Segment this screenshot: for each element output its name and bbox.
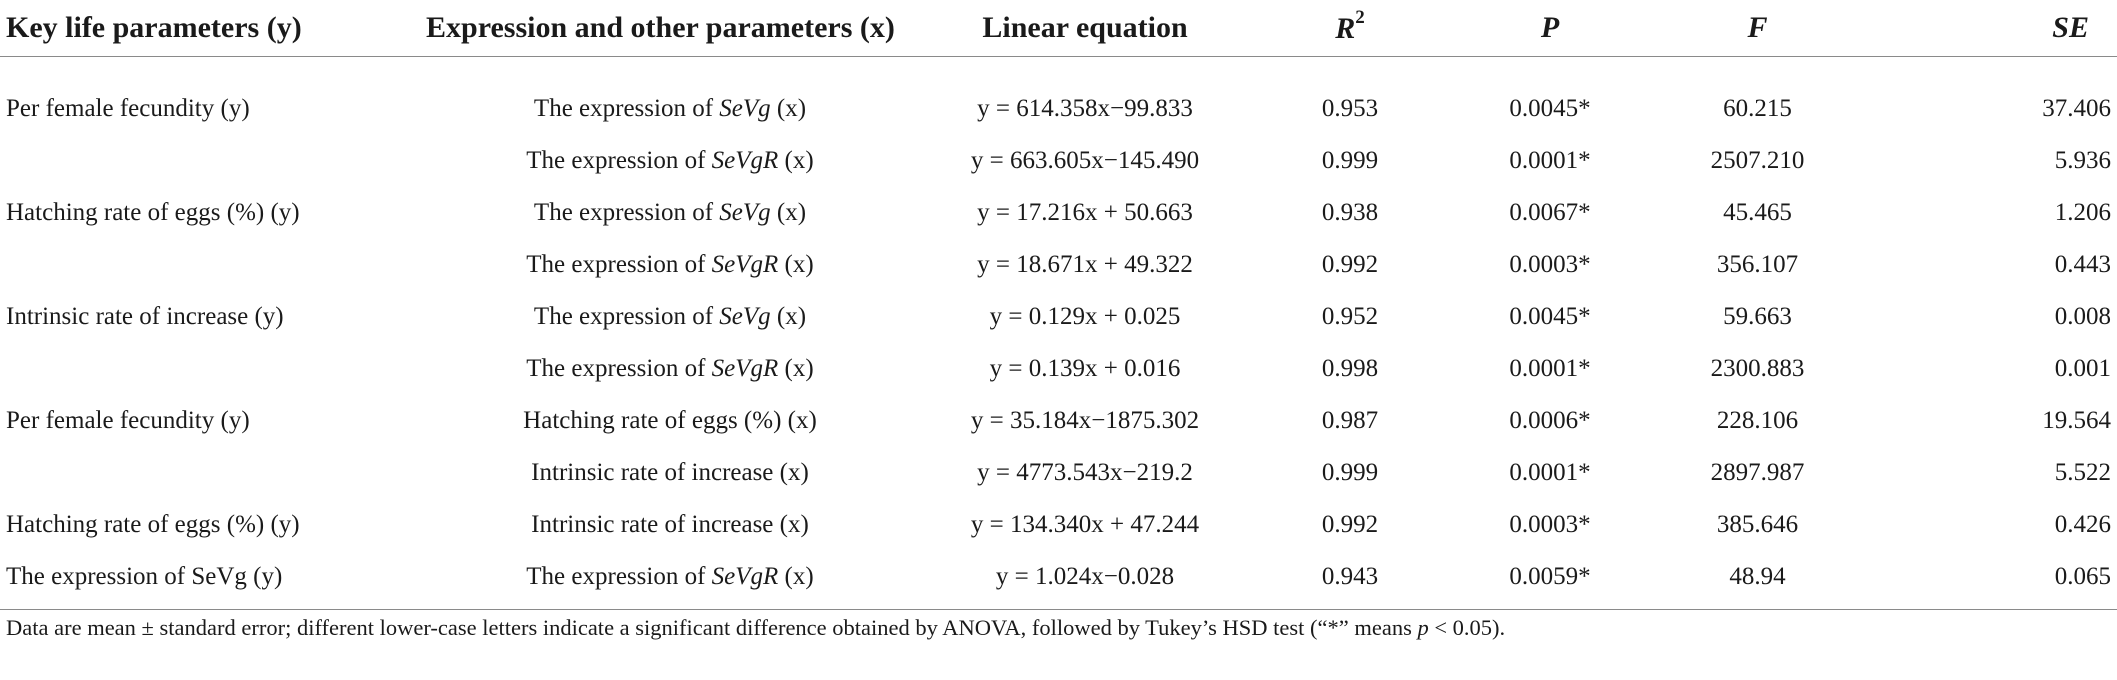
cell-key-parameter: Hatching rate of eggs (%) (y) [6,511,300,538]
cell-x-suffix: (x) [778,147,814,174]
cell-standard-error: 0.008 [2054,303,2111,330]
cell-x-parameter [420,135,920,187]
cell-x-text: The expression of [533,199,720,226]
header-standard-error: SE [1865,0,2117,57]
cell-x-text: Intrinsic rate of increase (x) [531,511,809,538]
header-r-squared [1250,0,1450,57]
footnote-text-pre: Data are mean ± standard error; different lower-case letters indicate a significant difference obtained by ANOVA, followed by Tukey’s HSD test (“*” means [6,615,1418,640]
cell-key-parameter [0,343,420,395]
cell-f-value: 2300.883 [1710,355,1805,382]
table-header-row [0,0,2117,57]
cell-key-parameter: Per female fecundity (y) [6,95,250,122]
cell-r-squared: 0.992 [1321,251,1379,278]
cell-linear-equation: y = 4773.543x−219.2 [977,459,1193,486]
cell-x-parameter [420,395,920,447]
footnote-text-italic: p [1417,615,1429,640]
cell-key-parameter: Per female fecundity (y) [6,407,250,434]
table-row [0,135,2117,187]
cell-x-gene-name: SeVgR [711,251,779,278]
header-linear-equation: Linear equation [920,0,1250,57]
table-row [0,239,2117,291]
cell-x-text: The expression of [526,147,712,174]
cell-x-gene-name: SeVgR [711,563,779,590]
cell-p-value: 0.0001* [1509,459,1591,486]
cell-p-value: 0.0001* [1509,355,1591,382]
table-row [0,187,2117,239]
cell-x-parameter [420,291,920,343]
cell-linear-equation: y = 35.184x−1875.302 [970,407,1200,434]
cell-standard-error: 0.065 [1865,551,2117,610]
cell-standard-error: 5.522 [2054,459,2111,486]
cell-p-value: 0.0059* [1450,551,1650,610]
cell-standard-error: 0.443 [2054,251,2111,278]
cell-x-suffix: (x) [770,303,807,330]
cell-x-gene-name: SeVgR [711,355,779,382]
cell-standard-error: 0.426 [2054,511,2111,538]
cell-f-value: 59.663 [1723,303,1792,330]
cell-f-value: 60.215 [1723,95,1792,122]
table-row [0,447,2117,499]
cell-x-parameter [420,551,920,610]
cell-x-parameter [420,239,920,291]
cell-key-parameter [0,447,420,499]
cell-r-squared: 0.998 [1321,355,1379,382]
cell-p-value: 0.0045* [1509,95,1591,122]
cell-p-value: 0.0006* [1509,407,1591,434]
cell-x-text: The expression of [526,563,712,590]
header-r-squared-base: R [1335,11,1356,45]
cell-x-gene-name: SeVg [719,95,771,122]
cell-linear-equation: y = 17.216x + 50.663 [977,199,1193,226]
cell-f-value: 385.646 [1716,511,1799,538]
cell-x-suffix: (x) [770,95,807,122]
cell-p-value: 0.0003* [1509,511,1591,538]
cell-f-value: 356.107 [1716,251,1799,278]
cell-key-parameter: Hatching rate of eggs (%) (y) [6,199,300,226]
cell-x-gene-name: SeVgR [711,147,779,174]
cell-key-parameter: The expression of SeVg (y) [0,551,420,610]
cell-r-squared: 0.953 [1321,95,1379,122]
cell-r-squared: 0.938 [1321,199,1379,226]
header-r-squared-sup: 2 [1355,6,1365,28]
header-p-value: P [1450,0,1650,57]
cell-linear-equation: y = 18.671x + 49.322 [977,251,1193,278]
cell-x-suffix: (x) [778,251,814,278]
cell-x-parameter [420,187,920,239]
cell-x-parameter [420,57,920,136]
cell-r-squared: 0.952 [1321,303,1379,330]
cell-r-squared: 0.992 [1321,511,1379,538]
cell-linear-equation: y = 1.024x−0.028 [920,551,1250,610]
cell-x-suffix: (x) [770,199,807,226]
table-row [0,499,2117,551]
cell-x-parameter [420,499,920,551]
header-expression-parameters: Expression and other parameters (x) [420,0,920,57]
header-key-life-parameters: Key life parameters (y) [0,0,420,57]
cell-r-squared: 0.987 [1321,407,1379,434]
cell-linear-equation: y = 0.139x + 0.016 [989,355,1181,382]
cell-standard-error: 5.936 [2054,147,2111,174]
footnote-text-post: < 0.05). [1428,615,1506,640]
cell-x-text: The expression of [526,251,712,278]
cell-key-parameter [0,239,420,291]
cell-key-parameter: Intrinsic rate of increase (y) [6,303,284,330]
cell-standard-error: 37.406 [2042,95,2111,122]
cell-linear-equation: y = 614.358x−99.833 [977,95,1193,122]
cell-x-text: The expression of [526,355,712,382]
table-row [0,343,2117,395]
table-row [0,291,2117,343]
cell-p-value: 0.0045* [1509,303,1591,330]
cell-key-parameter [0,135,420,187]
cell-p-value: 0.0001* [1509,147,1591,174]
cell-standard-error: 0.001 [2054,355,2111,382]
cell-x-text: The expression of [533,95,720,122]
cell-x-text: Intrinsic rate of increase (x) [531,459,809,486]
cell-standard-error: 1.206 [2054,199,2111,226]
cell-f-value: 45.465 [1723,199,1792,226]
cell-f-value: 2507.210 [1710,147,1805,174]
cell-x-text: Hatching rate of eggs (%) (x) [523,407,817,434]
cell-p-value: 0.0067* [1509,199,1591,226]
cell-r-squared: 0.999 [1321,147,1379,174]
cell-x-gene-name: SeVg [719,303,771,330]
cell-r-squared: 0.943 [1250,551,1450,610]
cell-x-suffix: (x) [778,355,814,382]
header-f-value: F [1650,0,1865,57]
cell-x-gene-name: SeVg [719,199,771,226]
cell-x-suffix: (x) [778,563,814,590]
cell-x-text: The expression of [533,303,720,330]
table-body [0,57,2117,610]
table-row [0,551,2117,610]
cell-standard-error: 19.564 [2042,407,2111,434]
table-row [0,395,2117,447]
cell-linear-equation: y = 663.605x−145.490 [970,147,1200,174]
cell-f-value: 48.94 [1650,551,1865,610]
cell-x-parameter [420,447,920,499]
table-row [0,57,2117,136]
cell-linear-equation: y = 0.129x + 0.025 [989,303,1181,330]
cell-p-value: 0.0003* [1509,251,1591,278]
cell-linear-equation: y = 134.340x + 47.244 [970,511,1200,538]
cell-f-value: 2897.987 [1710,459,1805,486]
table-footnote [6,615,1505,641]
cell-f-value: 228.106 [1716,407,1799,434]
cell-x-parameter [420,343,920,395]
cell-r-squared: 0.999 [1321,459,1379,486]
